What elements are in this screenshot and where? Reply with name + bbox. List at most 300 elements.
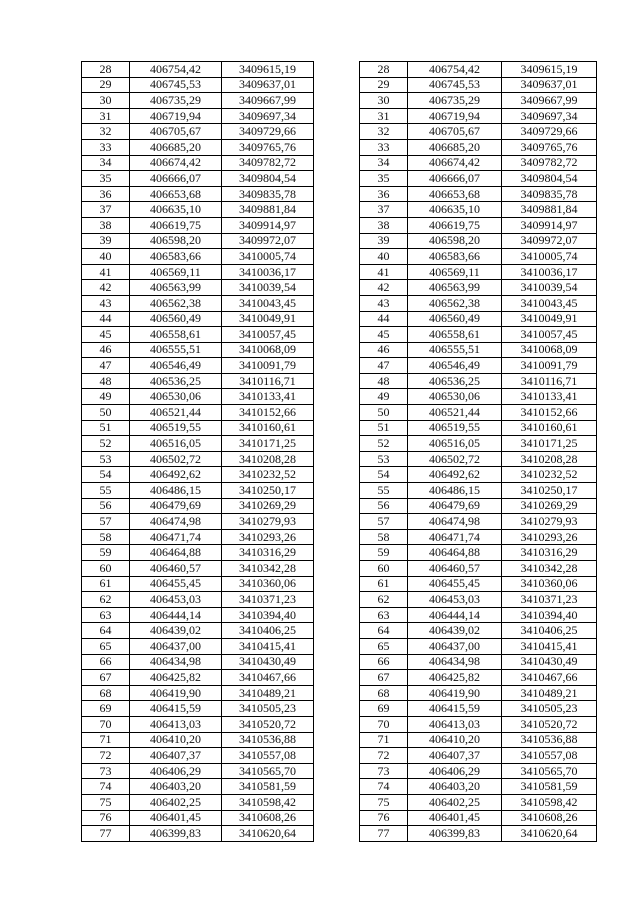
right-y-coordinate-cell: 3410342,28 <box>502 561 597 577</box>
left-point-number-cell: 64 <box>82 623 130 639</box>
left-y-coordinate-cell: 3409615,19 <box>222 62 314 78</box>
column-gap <box>314 498 360 514</box>
left-y-coordinate-cell: 3410232,52 <box>222 467 314 483</box>
left-x-coordinate-cell: 406555,51 <box>130 342 222 358</box>
right-x-coordinate-cell: 406453,03 <box>408 592 502 608</box>
left-point-number-cell: 58 <box>82 529 130 545</box>
table-row <box>82 373 597 389</box>
right-x-coordinate-cell: 406410,20 <box>408 732 502 748</box>
right-y-coordinate-cell: 3410620,64 <box>502 826 597 842</box>
column-gap <box>314 545 360 561</box>
column-gap <box>314 249 360 265</box>
left-y-coordinate-cell: 3410371,23 <box>222 592 314 608</box>
left-x-coordinate-cell: 406406,29 <box>130 763 222 779</box>
right-x-coordinate-cell: 406555,51 <box>408 342 502 358</box>
left-point-number-cell: 62 <box>82 592 130 608</box>
right-x-coordinate-cell: 406569,11 <box>408 264 502 280</box>
left-x-coordinate-cell: 406415,59 <box>130 701 222 717</box>
column-gap <box>314 77 360 93</box>
left-y-coordinate-cell: 3410133,41 <box>222 389 314 405</box>
left-y-coordinate-cell: 3410160,61 <box>222 420 314 436</box>
right-y-coordinate-cell: 3410505,23 <box>502 701 597 717</box>
right-y-coordinate-cell: 3410152,66 <box>502 405 597 421</box>
right-y-coordinate-cell: 3409667,99 <box>502 93 597 109</box>
right-x-coordinate-cell: 406598,20 <box>408 233 502 249</box>
right-point-number-cell: 67 <box>360 670 408 686</box>
right-y-coordinate-cell: 3410406,25 <box>502 623 597 639</box>
left-x-coordinate-cell: 406439,02 <box>130 623 222 639</box>
right-y-coordinate-cell: 3410269,29 <box>502 498 597 514</box>
right-x-coordinate-cell: 406536,25 <box>408 373 502 389</box>
column-gap <box>314 280 360 296</box>
right-y-coordinate-cell: 3410520,72 <box>502 716 597 732</box>
left-x-coordinate-cell: 406502,72 <box>130 451 222 467</box>
table-row <box>82 108 597 124</box>
right-point-number-cell: 69 <box>360 701 408 717</box>
table-row <box>82 327 597 343</box>
right-y-coordinate-cell: 3410557,08 <box>502 748 597 764</box>
column-gap <box>314 155 360 171</box>
table-row <box>82 576 597 592</box>
left-x-coordinate-cell: 406453,03 <box>130 592 222 608</box>
table-row <box>82 436 597 452</box>
left-point-number-cell: 60 <box>82 561 130 577</box>
column-gap <box>314 124 360 140</box>
left-point-number-cell: 42 <box>82 280 130 296</box>
table-row <box>82 233 597 249</box>
right-x-coordinate-cell: 406519,55 <box>408 420 502 436</box>
right-y-coordinate-cell: 3410371,23 <box>502 592 597 608</box>
right-x-coordinate-cell: 406583,66 <box>408 249 502 265</box>
column-gap <box>314 638 360 654</box>
left-y-coordinate-cell: 3410415,41 <box>222 638 314 654</box>
right-y-coordinate-cell: 3410250,17 <box>502 483 597 499</box>
left-y-coordinate-cell: 3409765,76 <box>222 139 314 155</box>
right-x-coordinate-cell: 406419,90 <box>408 685 502 701</box>
left-point-number-cell: 69 <box>82 701 130 717</box>
left-point-number-cell: 72 <box>82 748 130 764</box>
table-row <box>82 77 597 93</box>
right-x-coordinate-cell: 406455,45 <box>408 576 502 592</box>
left-point-number-cell: 67 <box>82 670 130 686</box>
right-y-coordinate-cell: 3409914,97 <box>502 217 597 233</box>
left-y-coordinate-cell: 3410068,09 <box>222 342 314 358</box>
right-point-number-cell: 70 <box>360 716 408 732</box>
left-point-number-cell: 70 <box>82 716 130 732</box>
right-x-coordinate-cell: 406674,42 <box>408 155 502 171</box>
column-gap <box>314 670 360 686</box>
right-point-number-cell: 77 <box>360 826 408 842</box>
left-y-coordinate-cell: 3410039,54 <box>222 280 314 296</box>
right-y-coordinate-cell: 3410565,70 <box>502 763 597 779</box>
left-y-coordinate-cell: 3409835,78 <box>222 186 314 202</box>
left-point-number-cell: 56 <box>82 498 130 514</box>
left-x-coordinate-cell: 406653,68 <box>130 186 222 202</box>
right-y-coordinate-cell: 3409835,78 <box>502 186 597 202</box>
right-y-coordinate-cell: 3410160,61 <box>502 420 597 436</box>
right-x-coordinate-cell: 406754,42 <box>408 62 502 78</box>
right-point-number-cell: 40 <box>360 249 408 265</box>
right-x-coordinate-cell: 406530,06 <box>408 389 502 405</box>
table-row <box>82 139 597 155</box>
left-y-coordinate-cell: 3410394,40 <box>222 607 314 623</box>
left-x-coordinate-cell: 406635,10 <box>130 202 222 218</box>
left-point-number-cell: 38 <box>82 217 130 233</box>
coordinates-table <box>81 61 597 842</box>
left-x-coordinate-cell: 406425,82 <box>130 670 222 686</box>
column-gap <box>314 389 360 405</box>
right-point-number-cell: 42 <box>360 280 408 296</box>
right-x-coordinate-cell: 406402,25 <box>408 794 502 810</box>
left-point-number-cell: 31 <box>82 108 130 124</box>
left-y-coordinate-cell: 3410360,06 <box>222 576 314 592</box>
right-y-coordinate-cell: 3410360,06 <box>502 576 597 592</box>
left-y-coordinate-cell: 3410152,66 <box>222 405 314 421</box>
left-y-coordinate-cell: 3410598,42 <box>222 794 314 810</box>
left-point-number-cell: 32 <box>82 124 130 140</box>
table-row <box>82 186 597 202</box>
left-y-coordinate-cell: 3410342,28 <box>222 561 314 577</box>
table-row <box>82 155 597 171</box>
right-y-coordinate-cell: 3410043,45 <box>502 295 597 311</box>
right-y-coordinate-cell: 3410208,28 <box>502 451 597 467</box>
table-row <box>82 405 597 421</box>
column-gap <box>314 794 360 810</box>
left-point-number-cell: 76 <box>82 810 130 826</box>
right-x-coordinate-cell: 406492,62 <box>408 467 502 483</box>
right-y-coordinate-cell: 3410467,66 <box>502 670 597 686</box>
right-point-number-cell: 43 <box>360 295 408 311</box>
left-y-coordinate-cell: 3410581,59 <box>222 779 314 795</box>
left-point-number-cell: 51 <box>82 420 130 436</box>
right-x-coordinate-cell: 406464,88 <box>408 545 502 561</box>
column-gap <box>314 373 360 389</box>
column-gap <box>314 748 360 764</box>
left-x-coordinate-cell: 406685,20 <box>130 139 222 155</box>
table-row <box>82 451 597 467</box>
left-x-coordinate-cell: 406666,07 <box>130 171 222 187</box>
left-x-coordinate-cell: 406474,98 <box>130 514 222 530</box>
right-x-coordinate-cell: 406516,05 <box>408 436 502 452</box>
table-row <box>82 171 597 187</box>
column-gap <box>314 62 360 78</box>
right-x-coordinate-cell: 406653,68 <box>408 186 502 202</box>
left-y-coordinate-cell: 3410208,28 <box>222 451 314 467</box>
right-y-coordinate-cell: 3410039,54 <box>502 280 597 296</box>
right-point-number-cell: 37 <box>360 202 408 218</box>
right-y-coordinate-cell: 3410133,41 <box>502 389 597 405</box>
left-point-number-cell: 59 <box>82 545 130 561</box>
column-gap <box>314 358 360 374</box>
right-y-coordinate-cell: 3409615,19 <box>502 62 597 78</box>
column-gap <box>314 311 360 327</box>
left-point-number-cell: 55 <box>82 483 130 499</box>
right-point-number-cell: 29 <box>360 77 408 93</box>
left-point-number-cell: 71 <box>82 732 130 748</box>
right-x-coordinate-cell: 406399,83 <box>408 826 502 842</box>
column-gap <box>314 264 360 280</box>
column-gap <box>314 233 360 249</box>
right-x-coordinate-cell: 406407,37 <box>408 748 502 764</box>
column-gap <box>314 295 360 311</box>
left-point-number-cell: 61 <box>82 576 130 592</box>
right-x-coordinate-cell: 406434,98 <box>408 654 502 670</box>
right-point-number-cell: 32 <box>360 124 408 140</box>
table-row <box>82 467 597 483</box>
left-point-number-cell: 39 <box>82 233 130 249</box>
left-x-coordinate-cell: 406754,42 <box>130 62 222 78</box>
left-x-coordinate-cell: 406745,53 <box>130 77 222 93</box>
left-point-number-cell: 48 <box>82 373 130 389</box>
left-x-coordinate-cell: 406519,55 <box>130 420 222 436</box>
left-x-coordinate-cell: 406569,11 <box>130 264 222 280</box>
left-x-coordinate-cell: 406413,03 <box>130 716 222 732</box>
left-point-number-cell: 77 <box>82 826 130 842</box>
table-row <box>82 280 597 296</box>
right-x-coordinate-cell: 406558,61 <box>408 327 502 343</box>
table-row <box>82 311 597 327</box>
left-point-number-cell: 63 <box>82 607 130 623</box>
left-y-coordinate-cell: 3410171,25 <box>222 436 314 452</box>
right-y-coordinate-cell: 3410279,93 <box>502 514 597 530</box>
table-row <box>82 124 597 140</box>
left-y-coordinate-cell: 3410620,64 <box>222 826 314 842</box>
right-y-coordinate-cell: 3410293,26 <box>502 529 597 545</box>
right-y-coordinate-cell: 3409881,84 <box>502 202 597 218</box>
right-x-coordinate-cell: 406439,02 <box>408 623 502 639</box>
left-point-number-cell: 30 <box>82 93 130 109</box>
column-gap <box>314 779 360 795</box>
right-x-coordinate-cell: 406619,75 <box>408 217 502 233</box>
right-y-coordinate-cell: 3410581,59 <box>502 779 597 795</box>
left-point-number-cell: 49 <box>82 389 130 405</box>
left-x-coordinate-cell: 406546,49 <box>130 358 222 374</box>
right-y-coordinate-cell: 3410536,88 <box>502 732 597 748</box>
right-x-coordinate-cell: 406560,49 <box>408 311 502 327</box>
right-y-coordinate-cell: 3410116,71 <box>502 373 597 389</box>
table-row <box>82 498 597 514</box>
column-gap <box>314 576 360 592</box>
right-point-number-cell: 39 <box>360 233 408 249</box>
left-point-number-cell: 52 <box>82 436 130 452</box>
table-row <box>82 529 597 545</box>
column-gap <box>314 171 360 187</box>
right-point-number-cell: 34 <box>360 155 408 171</box>
right-point-number-cell: 64 <box>360 623 408 639</box>
table-row <box>82 358 597 374</box>
table-row <box>82 561 597 577</box>
table-row <box>82 638 597 654</box>
column-gap <box>314 108 360 124</box>
right-point-number-cell: 68 <box>360 685 408 701</box>
right-point-number-cell: 71 <box>360 732 408 748</box>
column-gap <box>314 561 360 577</box>
right-y-coordinate-cell: 3409637,01 <box>502 77 597 93</box>
left-y-coordinate-cell: 3410520,72 <box>222 716 314 732</box>
left-x-coordinate-cell: 406530,06 <box>130 389 222 405</box>
left-y-coordinate-cell: 3410049,91 <box>222 311 314 327</box>
right-y-coordinate-cell: 3410394,40 <box>502 607 597 623</box>
left-y-coordinate-cell: 3410250,17 <box>222 483 314 499</box>
left-point-number-cell: 65 <box>82 638 130 654</box>
table-row <box>82 217 597 233</box>
left-x-coordinate-cell: 406437,00 <box>130 638 222 654</box>
right-x-coordinate-cell: 406425,82 <box>408 670 502 686</box>
table-row <box>82 763 597 779</box>
right-point-number-cell: 53 <box>360 451 408 467</box>
right-y-coordinate-cell: 3409697,34 <box>502 108 597 124</box>
right-x-coordinate-cell: 406546,49 <box>408 358 502 374</box>
left-x-coordinate-cell: 406471,74 <box>130 529 222 545</box>
left-x-coordinate-cell: 406674,42 <box>130 155 222 171</box>
column-gap <box>314 202 360 218</box>
right-x-coordinate-cell: 406460,57 <box>408 561 502 577</box>
right-y-coordinate-cell: 3410232,52 <box>502 467 597 483</box>
column-gap <box>314 763 360 779</box>
right-x-coordinate-cell: 406403,20 <box>408 779 502 795</box>
table-row <box>82 685 597 701</box>
right-x-coordinate-cell: 406666,07 <box>408 171 502 187</box>
table-row <box>82 249 597 265</box>
right-x-coordinate-cell: 406719,94 <box>408 108 502 124</box>
right-point-number-cell: 73 <box>360 763 408 779</box>
left-x-coordinate-cell: 406401,45 <box>130 810 222 826</box>
column-gap <box>314 607 360 623</box>
right-point-number-cell: 33 <box>360 139 408 155</box>
left-point-number-cell: 50 <box>82 405 130 421</box>
right-point-number-cell: 28 <box>360 62 408 78</box>
right-y-coordinate-cell: 3410049,91 <box>502 311 597 327</box>
right-point-number-cell: 54 <box>360 467 408 483</box>
left-y-coordinate-cell: 3410536,88 <box>222 732 314 748</box>
right-point-number-cell: 51 <box>360 420 408 436</box>
right-x-coordinate-cell: 406471,74 <box>408 529 502 545</box>
right-x-coordinate-cell: 406521,44 <box>408 405 502 421</box>
right-x-coordinate-cell: 406563,99 <box>408 280 502 296</box>
column-gap <box>314 139 360 155</box>
left-x-coordinate-cell: 406521,44 <box>130 405 222 421</box>
table-row <box>82 389 597 405</box>
right-point-number-cell: 49 <box>360 389 408 405</box>
left-y-coordinate-cell: 3410116,71 <box>222 373 314 389</box>
table-row <box>82 794 597 810</box>
left-y-coordinate-cell: 3410091,79 <box>222 358 314 374</box>
right-x-coordinate-cell: 406685,20 <box>408 139 502 155</box>
right-y-coordinate-cell: 3410171,25 <box>502 436 597 452</box>
left-x-coordinate-cell: 406402,25 <box>130 794 222 810</box>
right-y-coordinate-cell: 3409765,76 <box>502 139 597 155</box>
right-x-coordinate-cell: 406437,00 <box>408 638 502 654</box>
left-point-number-cell: 40 <box>82 249 130 265</box>
right-point-number-cell: 60 <box>360 561 408 577</box>
right-point-number-cell: 30 <box>360 93 408 109</box>
table-row <box>82 826 597 842</box>
table-row <box>82 654 597 670</box>
right-point-number-cell: 38 <box>360 217 408 233</box>
left-y-coordinate-cell: 3410406,25 <box>222 623 314 639</box>
left-point-number-cell: 35 <box>82 171 130 187</box>
left-x-coordinate-cell: 406705,67 <box>130 124 222 140</box>
left-y-coordinate-cell: 3409729,66 <box>222 124 314 140</box>
left-point-number-cell: 33 <box>82 139 130 155</box>
right-x-coordinate-cell: 406635,10 <box>408 202 502 218</box>
left-y-coordinate-cell: 3409914,97 <box>222 217 314 233</box>
left-y-coordinate-cell: 3410057,45 <box>222 327 314 343</box>
right-point-number-cell: 31 <box>360 108 408 124</box>
left-x-coordinate-cell: 406516,05 <box>130 436 222 452</box>
left-x-coordinate-cell: 406460,57 <box>130 561 222 577</box>
column-gap <box>314 716 360 732</box>
left-y-coordinate-cell: 3410430,49 <box>222 654 314 670</box>
left-point-number-cell: 66 <box>82 654 130 670</box>
right-y-coordinate-cell: 3410415,41 <box>502 638 597 654</box>
left-y-coordinate-cell: 3409972,07 <box>222 233 314 249</box>
right-point-number-cell: 46 <box>360 342 408 358</box>
column-gap <box>314 623 360 639</box>
column-gap <box>314 436 360 452</box>
left-y-coordinate-cell: 3410279,93 <box>222 514 314 530</box>
left-point-number-cell: 47 <box>82 358 130 374</box>
left-point-number-cell: 74 <box>82 779 130 795</box>
left-x-coordinate-cell: 406419,90 <box>130 685 222 701</box>
left-x-coordinate-cell: 406536,25 <box>130 373 222 389</box>
table-row <box>82 545 597 561</box>
column-gap <box>314 451 360 467</box>
right-y-coordinate-cell: 3409804,54 <box>502 171 597 187</box>
left-y-coordinate-cell: 3410557,08 <box>222 748 314 764</box>
right-point-number-cell: 35 <box>360 171 408 187</box>
table-row <box>82 748 597 764</box>
left-x-coordinate-cell: 406583,66 <box>130 249 222 265</box>
right-x-coordinate-cell: 406562,38 <box>408 295 502 311</box>
left-y-coordinate-cell: 3409637,01 <box>222 77 314 93</box>
left-x-coordinate-cell: 406560,49 <box>130 311 222 327</box>
column-gap <box>314 810 360 826</box>
right-point-number-cell: 65 <box>360 638 408 654</box>
right-y-coordinate-cell: 3410091,79 <box>502 358 597 374</box>
table-row <box>82 732 597 748</box>
table-row <box>82 295 597 311</box>
right-x-coordinate-cell: 406502,72 <box>408 451 502 467</box>
left-x-coordinate-cell: 406492,62 <box>130 467 222 483</box>
left-x-coordinate-cell: 406403,20 <box>130 779 222 795</box>
left-x-coordinate-cell: 406486,15 <box>130 483 222 499</box>
column-gap <box>314 467 360 483</box>
column-gap <box>314 93 360 109</box>
right-point-number-cell: 55 <box>360 483 408 499</box>
table-row <box>82 483 597 499</box>
table-row <box>82 779 597 795</box>
column-gap <box>314 701 360 717</box>
table-row <box>82 93 597 109</box>
left-point-number-cell: 54 <box>82 467 130 483</box>
right-y-coordinate-cell: 3409729,66 <box>502 124 597 140</box>
column-gap <box>314 514 360 530</box>
right-point-number-cell: 44 <box>360 311 408 327</box>
table-row <box>82 62 597 78</box>
right-y-coordinate-cell: 3409782,72 <box>502 155 597 171</box>
left-point-number-cell: 53 <box>82 451 130 467</box>
right-x-coordinate-cell: 406479,69 <box>408 498 502 514</box>
left-point-number-cell: 29 <box>82 77 130 93</box>
table-row <box>82 701 597 717</box>
column-gap <box>314 327 360 343</box>
column-gap <box>314 217 360 233</box>
table-row <box>82 810 597 826</box>
right-point-number-cell: 48 <box>360 373 408 389</box>
right-y-coordinate-cell: 3410430,49 <box>502 654 597 670</box>
left-y-coordinate-cell: 3410316,29 <box>222 545 314 561</box>
